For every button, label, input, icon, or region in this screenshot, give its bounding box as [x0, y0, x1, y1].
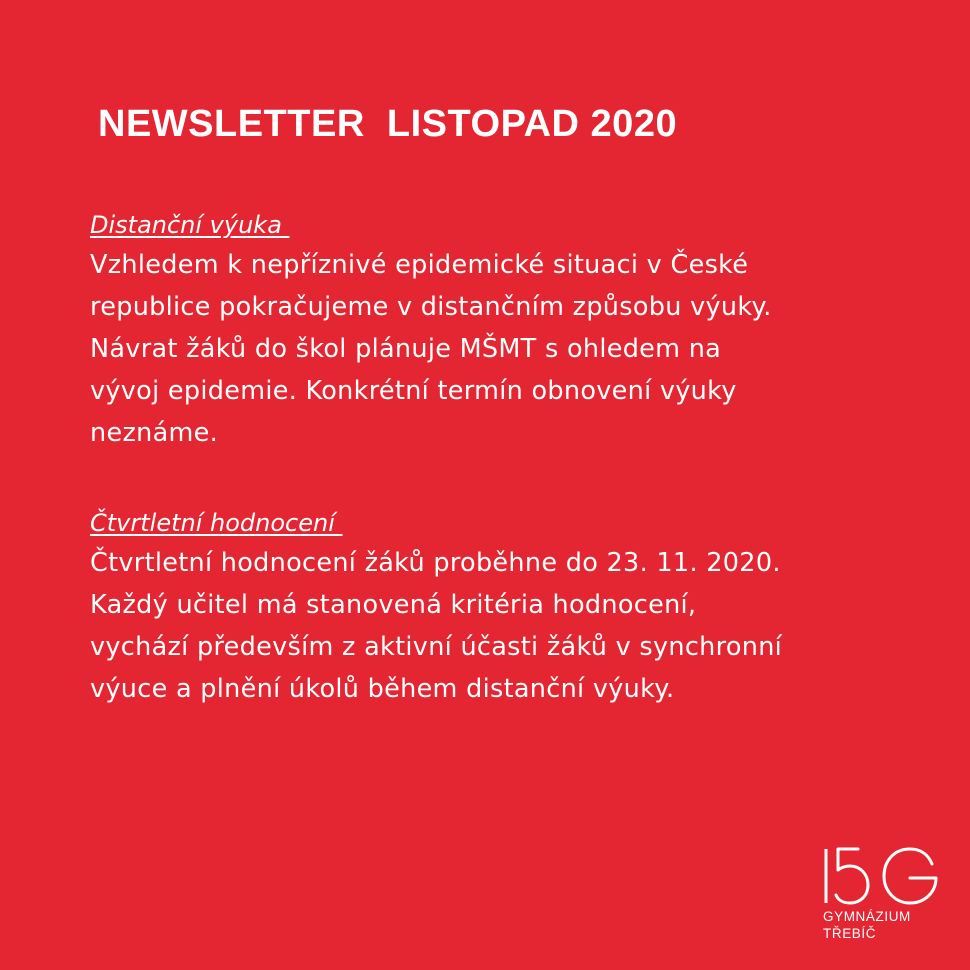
text-line: republice pokračujeme v distančním způsobu výuky.	[90, 292, 772, 322]
text-line: Čtvrtletní hodnocení žáků proběhne do 23. 11. 2020.	[90, 548, 781, 578]
section-distance-learning	[90, 207, 910, 454]
text-line: Každý učitel má stanovená kritéria hodnocení,	[90, 590, 697, 620]
logo-text-line-1: GYMNÁZIUM	[823, 909, 911, 924]
text-line: výuce a plnění úkolů během distanční výuky.	[90, 674, 675, 704]
section-quarterly-evaluation	[90, 505, 910, 710]
text-line: vývoj epidemie. Konkrétní termín obnovení výuky	[90, 376, 737, 406]
section-body	[90, 542, 910, 710]
section-heading: Čtvrtletní hodnocení	[90, 509, 343, 537]
logo-text-line-2: TŘEBÍČ	[823, 926, 877, 941]
text-line: Vzhledem k nepříznivé epidemické situaci v České	[90, 250, 749, 280]
school-logo	[822, 846, 942, 946]
section-heading: Distanční výuka	[90, 211, 290, 239]
logo-mark-icon	[822, 846, 942, 906]
text-line: Návrat žáků do škol plánuje MŠMT s ohledem na	[90, 334, 722, 364]
text-line: neznáme.	[90, 418, 219, 448]
text-line: vychází především z aktivní účasti žáků v synchronní	[90, 632, 783, 662]
section-body	[90, 244, 910, 454]
newsletter-title: NEWSLETTER LISTOPAD 2020	[98, 103, 678, 145]
